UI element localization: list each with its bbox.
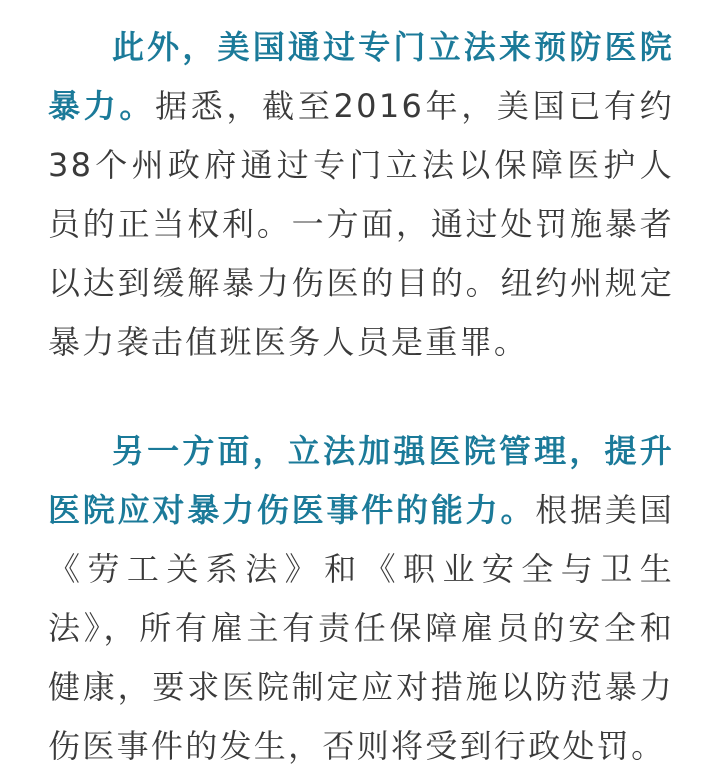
paragraph-lead-highlight: 此外，美国通过专门立法来预防医院暴力。 xyxy=(48,28,674,125)
paragraph-body-text: 据悉，截至2016年，美国已有约38个州政府通过专门立法以保障医护人员的正当权利。一方面，通过处罚施暴者以达到缓解暴力伤医的目的。纽约州规定暴力袭击值班医务人员是重罪。 xyxy=(48,87,674,361)
paragraph-lead-highlight: 另一方面，立法加强医院管理，提升医院应对暴力伤医事件的能力。 xyxy=(48,432,674,529)
paragraph-hospital-management xyxy=(48,422,674,776)
paragraph-us-legislation xyxy=(48,18,674,372)
paragraph-body-text: 根据美国《劳工关系法》和《职业安全与卫生法》，所有雇主有责任保障雇员的安全和健康，要求医院制定应对措施以防范暴力伤医事件的发生，否则将受到行政处罚。 xyxy=(48,491,674,765)
